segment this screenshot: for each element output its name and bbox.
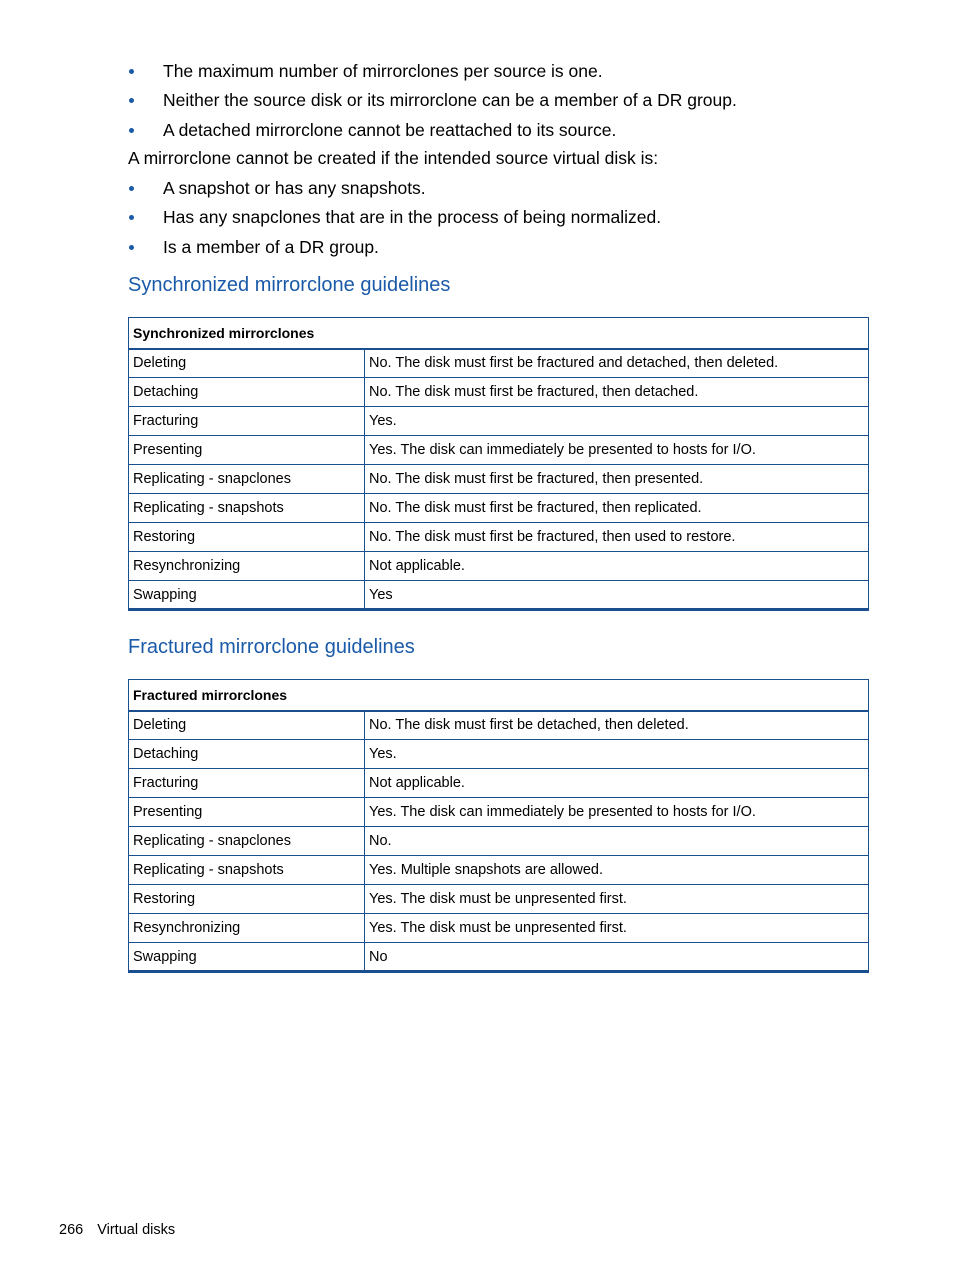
table-header: Fractured mirrorclones [129,680,869,711]
table-row [129,798,869,827]
bullet-list-limits [128,61,868,149]
table-row [129,523,869,552]
rule-cell: Yes. [365,407,869,436]
bullet-icon [129,186,134,191]
operation-cell: Resynchronizing [129,552,365,581]
operation-cell: Resynchronizing [129,914,365,943]
table-row [129,914,869,943]
list-item-text: The maximum number of mirrorclones per source is one. [163,61,603,81]
table-row [129,407,869,436]
operation-cell: Replicating - snapclones [129,827,365,856]
operation-cell: Presenting [129,436,365,465]
table-row [129,885,869,914]
list-item-text: Has any snapclones that are in the process of being normalized. [163,207,662,228]
table-header-row [129,680,869,711]
rule-cell: Yes. [365,740,869,769]
rule-cell: No. The disk must first be fractured, then detached. [365,378,869,407]
intro-paragraph: A mirrorclone cannot be created if the intended source virtual disk is: [128,148,659,168]
list-item [128,120,868,149]
table-row [129,436,869,465]
table-row [129,552,869,581]
table-row [129,494,869,523]
bullet-icon [129,215,134,220]
list-item-text: Neither the source disk or its mirrorclone can be a member of a DR group. [163,90,737,111]
operation-cell: Presenting [129,798,365,827]
list-item-text: Is a member of a DR group. [163,236,379,257]
list-item [128,178,868,207]
rule-cell: No. The disk must first be fractured and detached, then deleted. [365,349,869,378]
operation-cell: Swapping [129,943,365,972]
chapter-title: Virtual disks [97,1222,176,1238]
rule-cell: No. The disk must first be fractured, then used to restore. [365,523,869,552]
list-item-text: A detached mirrorclone cannot be reattached to its source. [163,119,617,140]
table-row [129,740,869,769]
table-row [129,465,869,494]
operation-cell: Replicating - snapshots [129,856,365,885]
operation-cell: Swapping [129,581,365,610]
synchronized-guidelines-table [128,317,869,611]
rule-cell: Yes. The disk must be unpresented first. [365,914,869,943]
bullet-icon [129,245,134,250]
section-heading-synchronized: Synchronized mirrorclone guidelines [128,274,451,296]
operation-cell: Replicating - snapshots [129,494,365,523]
fractured-guidelines-table [128,679,869,973]
operation-cell: Detaching [129,378,365,407]
table-row [129,769,869,798]
bullet-icon [129,69,134,74]
table-row [129,349,869,378]
table-row [129,378,869,407]
rule-cell: Yes. The disk can immediately be presented to hosts for I/O. [365,798,869,827]
operation-cell: Replicating - snapclones [129,465,365,494]
table-row [129,581,869,610]
rule-cell: Yes. The disk must be unpresented first. [365,885,869,914]
operation-cell: Fracturing [129,407,365,436]
bullet-icon [129,98,134,103]
operation-cell: Deleting [129,711,365,740]
list-item-text: A snapshot or has any snapshots. [163,178,426,198]
table-row [129,711,869,740]
operation-cell: Restoring [129,885,365,914]
bullet-icon [129,128,134,133]
list-item [128,207,868,236]
rule-cell: Yes. The disk can immediately be presented to hosts for I/O. [365,436,869,465]
rule-cell: Yes [365,581,869,610]
list-item [128,90,868,119]
rule-cell: No [365,943,869,972]
rule-cell: No. The disk must first be fractured, then replicated. [365,494,869,523]
bullet-list-conditions [128,178,868,266]
rule-cell: Yes. Multiple snapshots are allowed. [365,856,869,885]
table-header: Synchronized mirrorclones [129,318,869,349]
operation-cell: Restoring [129,523,365,552]
rule-cell: Not applicable. [365,552,869,581]
list-item [128,61,868,90]
page-number: 266 [59,1222,84,1238]
operation-cell: Detaching [129,740,365,769]
list-item [128,237,868,266]
rule-cell: No. The disk must first be fractured, then presented. [365,465,869,494]
rule-cell: No. [365,827,869,856]
section-heading-fractured: Fractured mirrorclone guidelines [128,636,415,658]
operation-cell: Fracturing [129,769,365,798]
table-row [129,856,869,885]
page-footer [59,1222,175,1238]
operation-cell: Deleting [129,349,365,378]
rule-cell: No. The disk must first be detached, then deleted. [365,711,869,740]
table-row [129,943,869,972]
rule-cell: Not applicable. [365,769,869,798]
table-row [129,827,869,856]
table-header-row [129,318,869,349]
